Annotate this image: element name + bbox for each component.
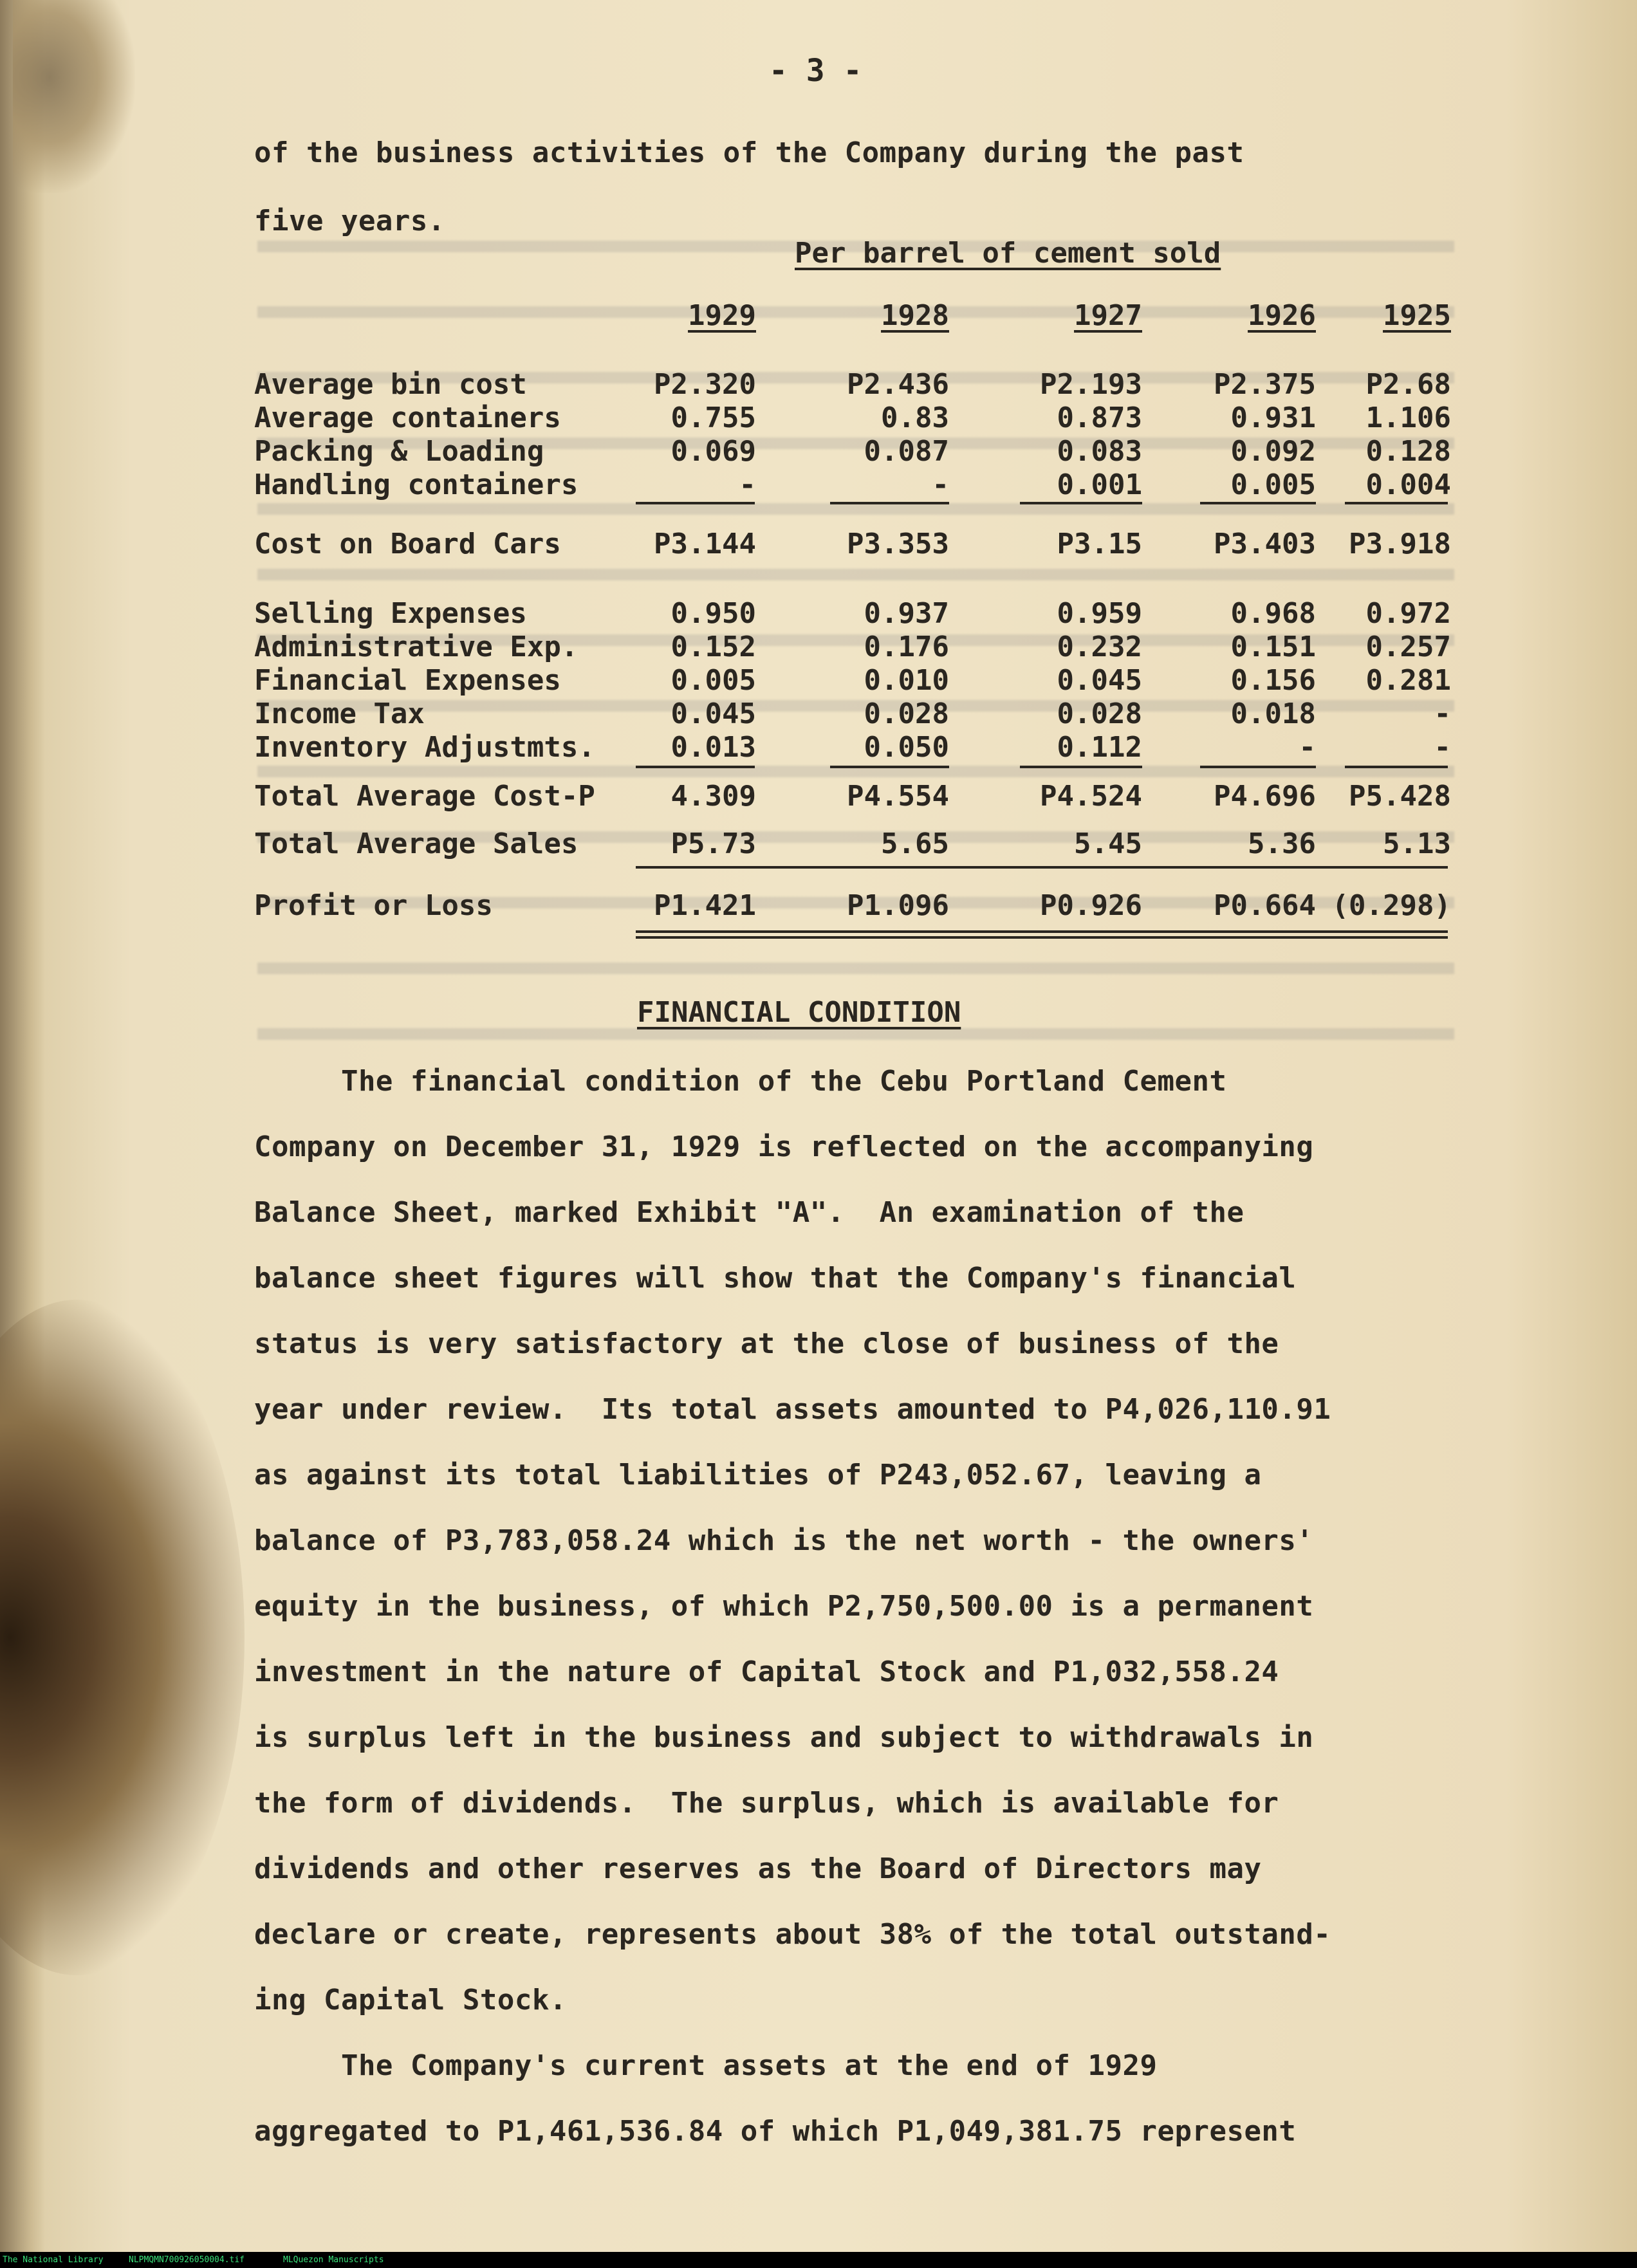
table-cell: 0.176 [864,631,949,663]
row-label-financial: Financial Expenses [254,664,561,697]
table-cell: P1.096 [847,889,949,922]
table-group-header: Per barrel of cement sold [795,237,1221,270]
table-cell: 0.045 [671,697,756,730]
table-cell: - [1434,731,1451,764]
table-cell: P2.320 [654,368,756,401]
subtotal-rule [1020,502,1142,504]
table-cell: 4.309 [671,780,756,813]
total-rule [636,766,755,768]
table-cell: 1.106 [1365,401,1451,434]
table-cell: P5.73 [671,827,756,860]
table-cell: P0.926 [1040,889,1142,922]
table-cell: P2.436 [847,368,949,401]
table-cell: P2.193 [1040,368,1142,401]
table-cell: 0.959 [1057,597,1142,630]
row-label-cost-board-cars: Cost on Board Cars [254,528,561,560]
table-cell: 0.050 [864,731,949,764]
table-cell: - [1434,697,1451,730]
table-cell: - [932,468,949,501]
table-cell: 0.001 [1057,468,1142,501]
table-cell: 0.156 [1230,664,1316,697]
row-label-total-cost: Total Average Cost-P [254,780,595,813]
section-title: FINANCIAL CONDITION [637,996,961,1029]
page-corner-curl [13,0,135,193]
row-label-income-tax: Income Tax [254,697,425,730]
table-cell: P0.664 [1214,889,1316,922]
year-header-1925: 1925 [1383,299,1451,332]
paragraph-line: ing Capital Stock. [254,1984,567,2016]
paragraph-line: Company on December 31, 1929 is reflected on the accompanying [254,1130,1314,1163]
total-rule [830,766,949,768]
profit-rule [636,866,1448,869]
paragraph-line: balance of P3,783,058.24 which is the net worth - the owners' [254,1524,1314,1557]
paragraph-line: The Company's current assets at the end of 1929 [254,2049,1158,2082]
paragraph-line: is surplus left in the business and subject to withdrawals in [254,1721,1314,1754]
table-cell: 0.069 [671,435,756,468]
paragraph-line: balance sheet figures will show that the Company's financial [254,1262,1297,1295]
paragraph-line: year under review. Its total assets amounted to P4,026,110.91 [254,1393,1331,1426]
table-cell: 5.13 [1383,827,1451,860]
subtotal-rule [1345,502,1448,504]
table-cell: - [739,468,756,501]
table-cell: 0.281 [1365,664,1451,697]
table-cell: P3.918 [1349,528,1451,560]
archive-footer [0,2252,1637,2268]
paragraph-line: declare or create, represents about 38% of the total outstand- [254,1918,1331,1951]
page-number: - 3 - [769,53,862,89]
table-cell: 0.045 [1057,664,1142,697]
table-cell: P4.696 [1214,780,1316,813]
double-underline [636,930,1448,939]
total-rule [1020,766,1142,768]
table-cell: P1.421 [654,889,756,922]
table-cell: P3.353 [847,528,949,560]
footer-collection: MLQuezon Manuscripts [283,2255,384,2265]
footer-file: NLPMQMN700926050004.tif [129,2255,245,2265]
row-label-bin-cost: Average bin cost [254,368,527,401]
paragraph-line: status is very satisfactory at the close of business of the [254,1327,1279,1360]
table-cell: 0.004 [1365,468,1451,501]
paragraph-line: dividends and other reserves as the Board of Directors may [254,1852,1262,1885]
subtotal-rule [1200,502,1316,504]
table-cell: 5.65 [881,827,949,860]
table-cell: 0.950 [671,597,756,630]
table-cell: 0.013 [671,731,756,764]
table-cell: 0.257 [1365,631,1451,663]
intro-line: five years. [254,205,445,237]
table-cell: 5.45 [1074,827,1142,860]
table-cell: 0.968 [1230,597,1316,630]
table-cell: 0.112 [1057,731,1142,764]
paragraph-line: equity in the business, of which P2,750,500.00 is a permanent [254,1590,1314,1623]
year-header-1928: 1928 [881,299,949,332]
table-cell: P5.428 [1349,780,1451,813]
table-cell: P3.15 [1057,528,1142,560]
table-cell: 5.36 [1248,827,1316,860]
total-rule [1200,766,1316,768]
table-cell: 0.83 [881,401,949,434]
row-label-selling: Selling Expenses [254,597,527,630]
table-cell: 0.092 [1230,435,1316,468]
table-cell: 0.232 [1057,631,1142,663]
table-cell: 0.028 [1057,697,1142,730]
table-cell: 0.937 [864,597,949,630]
table-cell: 0.018 [1230,697,1316,730]
paragraph-line: the form of dividends. The surplus, which is available for [254,1787,1279,1820]
paragraph-line: Balance Sheet, marked Exhibit "A". An examination of the [254,1196,1244,1229]
table-cell: 0.005 [1230,468,1316,501]
table-cell: 0.873 [1057,401,1142,434]
row-label-inventory: Inventory Adjustmts. [254,731,595,764]
row-label-packing: Packing & Loading [254,435,544,468]
year-header-1926: 1926 [1248,299,1316,332]
row-label-total-sales: Total Average Sales [254,827,578,860]
table-cell: P3.144 [654,528,756,560]
table-cell: 0.010 [864,664,949,697]
year-header-1927: 1927 [1074,299,1142,332]
row-label-handling: Handling containers [254,468,578,501]
row-label-profit: Profit or Loss [254,889,493,922]
table-cell: 0.028 [864,697,949,730]
table-cell: 0.755 [671,401,756,434]
table-cell: 0.151 [1230,631,1316,663]
row-label-administrative: Administrative Exp. [254,631,578,663]
table-cell: P2.375 [1214,368,1316,401]
total-rule [1345,766,1448,768]
year-header-1929: 1929 [688,299,756,332]
burn-stain [0,1300,245,1975]
footer-library: The National Library [3,2255,104,2265]
row-label-containers: Average containers [254,401,561,434]
paragraph-line: as against its total liabilities of P243,052.67, leaving a [254,1459,1262,1491]
table-cell: P4.554 [847,780,949,813]
table-cell: 0.972 [1365,597,1451,630]
paragraph-line: The financial condition of the Cebu Portland Cement [254,1065,1227,1098]
intro-line: of the business activities of the Company during the past [254,136,1244,169]
table-cell: 0.087 [864,435,949,468]
table-cell: 0.128 [1365,435,1451,468]
table-cell: P4.524 [1040,780,1142,813]
table-cell: 0.152 [671,631,756,663]
table-cell: P2.68 [1365,368,1451,401]
subtotal-rule [830,502,949,504]
table-cell: - [1299,731,1316,764]
table-cell: (0.298) [1331,889,1451,922]
table-cell: 0.005 [671,664,756,697]
subtotal-rule [636,502,755,504]
table-cell: P3.403 [1214,528,1316,560]
table-cell: 0.083 [1057,435,1142,468]
table-cell: 0.931 [1230,401,1316,434]
paragraph-line: aggregated to P1,461,536.84 of which P1,049,381.75 represent [254,2115,1297,2148]
paragraph-line: investment in the nature of Capital Stock and P1,032,558.24 [254,1655,1279,1688]
